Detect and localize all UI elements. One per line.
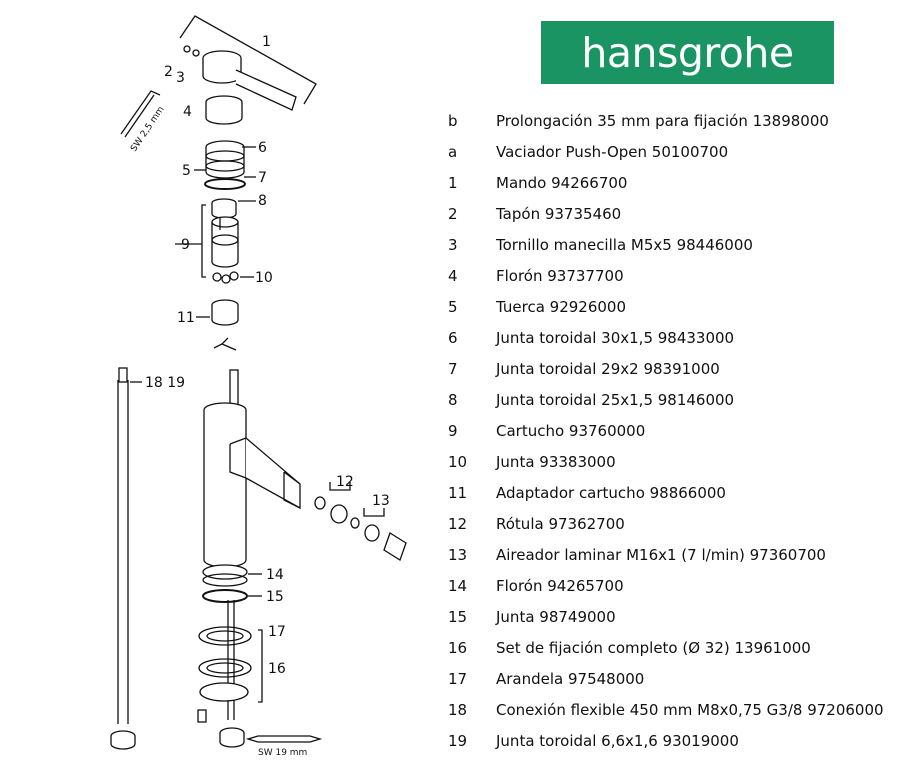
- part-row: [448, 136, 898, 167]
- part-row: [448, 260, 898, 291]
- callout-10: 10: [255, 270, 273, 286]
- part-number: 15: [448, 608, 468, 627]
- part-number: 12: [448, 515, 468, 534]
- callout-6: 6: [258, 140, 267, 156]
- part-number: 16: [448, 639, 468, 658]
- callout-4: 4: [183, 104, 192, 120]
- part-number: 7: [448, 359, 458, 378]
- part-number: 17: [448, 670, 468, 689]
- part-description: Set de fijación completo (Ø 32) 13961000: [496, 639, 811, 658]
- part-row: [448, 447, 898, 478]
- callout-9: 9: [181, 237, 190, 253]
- part-description: Adaptador cartucho 98866000: [496, 484, 726, 503]
- part-description: Florón 94265700: [496, 577, 624, 596]
- part-row: [448, 602, 898, 633]
- part-description: Junta 98749000: [496, 608, 616, 627]
- part-number: 13: [448, 546, 468, 565]
- part-row: [448, 726, 898, 757]
- part-row: [448, 322, 898, 353]
- part-description: Tuerca 92926000: [496, 297, 627, 316]
- part-number: 19: [448, 732, 468, 751]
- part-row: [448, 478, 898, 509]
- part-number: 10: [448, 453, 468, 472]
- callout-7: 7: [258, 170, 267, 186]
- part-description: Junta toroidal 30x1,5 98433000: [496, 328, 735, 347]
- part-row: [448, 633, 898, 664]
- part-number: 1: [448, 173, 458, 192]
- hansgrohe-logo: hansgrohe: [541, 21, 834, 84]
- part-number: 14: [448, 577, 468, 596]
- callout-11: 11: [177, 310, 195, 326]
- part-row: [448, 384, 898, 415]
- callout-15: 15: [266, 589, 284, 605]
- part-description: Junta 93383000: [496, 453, 616, 472]
- part-number: 9: [448, 421, 458, 440]
- part-row: [448, 353, 898, 384]
- part-description: Tornillo manecilla M5x5 98446000: [496, 235, 753, 254]
- callout-14: 14: [266, 567, 284, 583]
- part-row: [448, 167, 898, 198]
- part-number: 6: [448, 328, 458, 347]
- part-number: 2: [448, 204, 458, 223]
- exploded-diagram: [0, 0, 440, 774]
- callout-5: 5: [182, 163, 191, 179]
- part-row: [448, 291, 898, 322]
- hex-key-label: SW 2,5 mm: [129, 104, 167, 154]
- callout-18-19: 18 19: [145, 375, 186, 391]
- part-description: Vaciador Push-Open 50100700: [496, 142, 729, 161]
- part-number: 3: [448, 235, 458, 254]
- callout-2: 2: [164, 64, 173, 80]
- part-number: 11: [448, 484, 468, 503]
- part-description: Cartucho 93760000: [496, 421, 646, 440]
- part-description: Tapón 93735460: [496, 204, 622, 223]
- part-number: b: [448, 111, 458, 130]
- part-description: Prolongación 35 mm para fijación 13898000: [496, 111, 829, 130]
- part-description: Junta toroidal 6,6x1,6 93019000: [496, 732, 739, 751]
- wrench-label: SW 19 mm: [258, 748, 308, 758]
- part-row: [448, 229, 898, 260]
- part-description: Mando 94266700: [496, 173, 628, 192]
- part-number: 18: [448, 701, 468, 720]
- part-number: 5: [448, 297, 458, 316]
- part-description: Conexión flexible 450 mm M8x0,75 G3/8 97206000: [496, 701, 884, 720]
- part-number: a: [448, 142, 458, 161]
- callout-17: 17: [268, 624, 286, 640]
- parts-list: [448, 105, 898, 757]
- part-description: Arandela 97548000: [496, 670, 645, 689]
- callout-3: 3: [176, 70, 185, 86]
- part-description: Aireador laminar M16x1 (7 l/min) 97360700: [496, 546, 826, 565]
- part-row: [448, 509, 898, 540]
- part-row: [448, 571, 898, 602]
- part-row: [448, 415, 898, 446]
- callout-13: 13: [372, 493, 390, 509]
- part-row: [448, 105, 898, 136]
- part-number: 4: [448, 266, 458, 285]
- callout-12: 12: [336, 474, 354, 490]
- part-description: Florón 93737700: [496, 266, 624, 285]
- part-number: 8: [448, 390, 458, 409]
- callout-1: 1: [262, 34, 271, 50]
- part-row: [448, 664, 898, 695]
- part-row: [448, 198, 898, 229]
- callout-8: 8: [258, 193, 267, 209]
- callout-16: 16: [268, 661, 286, 677]
- part-description: Rótula 97362700: [496, 515, 625, 534]
- part-description: Junta toroidal 25x1,5 98146000: [496, 390, 735, 409]
- part-description: Junta toroidal 29x2 98391000: [496, 359, 720, 378]
- part-row: [448, 695, 898, 726]
- part-row: [448, 540, 898, 571]
